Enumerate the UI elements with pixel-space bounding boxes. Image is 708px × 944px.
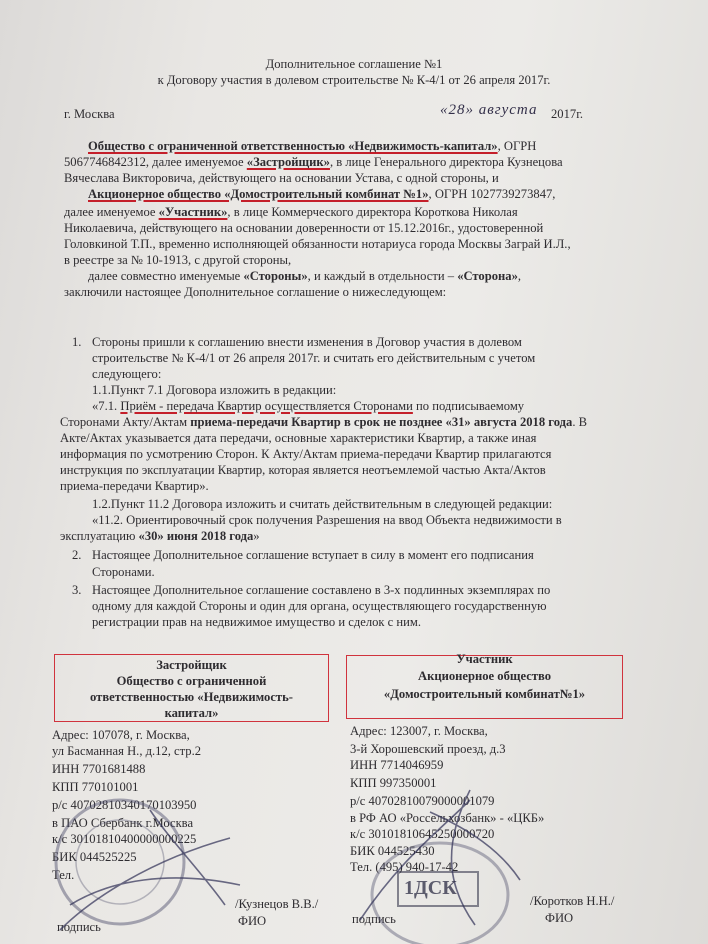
q2-c: . В xyxy=(572,415,588,429)
developer-role-label: Застройщик xyxy=(156,658,227,672)
clause-1-line-2: строительстве № К-4/1 от 26 апреля 2017г. и считать его действительным с учетом xyxy=(92,351,536,365)
participant-inn: ИНН 7714046959 xyxy=(350,758,444,772)
developer-name-line-1: Общество с ограниченной xyxy=(116,674,267,688)
participant-stamp-logo: 1ДСК xyxy=(404,877,457,899)
clause-3-line-1: Настоящее Дополнительное соглашение составлено в 3-х подлинных экземплярах по xyxy=(92,583,551,597)
quote-11-2-line-1: «11.2. Ориентировочный срок получения Разрешения на ввод Объекта недвижимости в xyxy=(92,513,562,527)
clause-3-line-3: регистрации прав на недвижимое имущество и сделок с ним. xyxy=(92,615,422,629)
quote-7-1-line-4: информация по усмотрению Сторон. К Акту/Актам приема-передачи Квартир прилагаются xyxy=(60,447,552,461)
participant-signline: /Коротков Н.Н./ xyxy=(530,894,615,908)
parties-l2-c: , в лице Генерального директора Кузнецова xyxy=(329,155,563,169)
parties-line-7: Головкиной Т.П., временно исполняющей обязанности нотариуса города Москвы Заграй И.Л., xyxy=(64,237,571,251)
participant-name-line-1: Акционерное общество xyxy=(417,669,552,683)
participant-bik: БИК 044525430 xyxy=(350,844,435,858)
q1-c: по подписываемому xyxy=(412,399,525,413)
participant-address-1: Адрес: 123007, г. Москва, xyxy=(350,724,488,738)
developer-corr-account: к/с 30101810400000000225 xyxy=(52,832,197,846)
clause-1-line-3: следующего: xyxy=(92,367,162,381)
q1-a: «7.1. xyxy=(92,399,121,413)
parties-l1-tail: , ОГРН xyxy=(497,139,537,153)
handwritten-date: «28» августа xyxy=(440,102,538,118)
doc-title: Дополнительное соглашение №1 xyxy=(265,57,443,71)
city: г. Москва xyxy=(64,107,115,121)
clause-1-number: 1. xyxy=(72,335,82,349)
developer-phone: Тел. xyxy=(52,868,75,882)
participant-sign-label: подпись xyxy=(352,912,396,926)
developer-account: р/с 40702810340170103950 xyxy=(52,798,197,812)
developer-signline: /Кузнецов В.В./ xyxy=(235,897,319,911)
clause-1-line-1: Стороны пришли к соглашению внести изменения в Договор участия в долевом xyxy=(92,335,522,349)
quote-7-1-line-6: приема-передачи Квартир». xyxy=(60,479,209,493)
developer-sign-label: подпись xyxy=(57,920,101,934)
parties-line-3: Вячеслава Викторовича, действующего на основании Устава, с одной стороны, и xyxy=(64,171,499,185)
participant-address-2: 3-й Хорошевский проезд, д.3 xyxy=(350,742,506,756)
parties-line-6: Николаевича, действующего на основании доверенности от 15.12.2016г., удостоверенной xyxy=(64,221,544,235)
parties-l4-tail: , ОГРН 1027739273847, xyxy=(428,187,556,201)
year: 2017г. xyxy=(551,107,584,121)
permit-deadline: «30» июня 2018 года xyxy=(138,529,254,543)
developer-role: «Застройщик» xyxy=(246,155,330,169)
r2-c: » xyxy=(253,529,260,543)
participant-company-name: Акционерное общество «Домостроительный комбинат №1» xyxy=(88,187,429,201)
parties-l9-c: , и каждый в отдельности – xyxy=(307,269,458,283)
developer-name-line-2: ответственностью «Недвижимость- xyxy=(90,690,293,704)
developer-kpp: КПП 770101001 xyxy=(52,780,139,794)
developer-company-name: Общество с ограниченной ответственностью «Недвижимость-капитал» xyxy=(88,139,498,153)
developer-name-line-3: капитал» xyxy=(164,706,219,720)
doc-subtitle: к Договору участия в долевом строительстве № К-4/1 от 26 апреля 2017г. xyxy=(157,73,551,87)
participant-phone: Тел. (495) 940-17-42 xyxy=(350,860,459,874)
clause-3-number: 3. xyxy=(72,583,82,597)
handover-phrase: Приём - передача Квартир осуществляется Сторонами xyxy=(120,399,413,413)
clause-2-line-2: Сторонами. xyxy=(92,565,155,579)
parties-l5-a: далее именуемое xyxy=(64,205,159,219)
participant-bank: в РФ АО «Россельхозбанк» - «ЦКБ» xyxy=(350,811,545,825)
parties-line-8: в реестре за № 10-1913, с другой стороны, xyxy=(64,253,292,267)
quote-7-1-line-5: инструкция по эксплуатации Квартир, которая является неотъемлемой частью Акта/Актов xyxy=(60,463,546,477)
clause-1-1-heading: 1.1.Пункт 7.1 Договора изложить в редакции: xyxy=(92,383,337,397)
r2-a: эксплуатацию xyxy=(60,529,139,543)
developer-address-1: Адрес: 107078, г. Москва, xyxy=(52,728,190,742)
developer-address-2: ул Басманная Н., д.12, стр.2 xyxy=(52,744,202,758)
developer-inn: ИНН 7701681488 xyxy=(52,762,146,776)
parties-line-10: заключили настоящее Дополнительное соглашение о нижеследующем: xyxy=(64,285,447,299)
participant-name-line-2: «Домостроительный комбинат№1» xyxy=(383,687,586,701)
parties-term: «Стороны» xyxy=(243,269,308,283)
developer-bank: в ПАО Сбербанк г.Москва xyxy=(52,816,194,830)
q2-a: Сторонами Акту/Актам xyxy=(60,415,191,429)
parties-l9-a: далее совместно именуемые xyxy=(88,269,244,283)
parties-l5-c: , в лице Коммерческого директора Короткова Николая xyxy=(227,205,518,219)
quote-7-1-line-3: Акте/Актах указывается дата передачи, основные характеристики Квартир, а также иная xyxy=(60,431,537,445)
participant-role: «Участник» xyxy=(158,205,228,219)
handover-deadline: приема-передачи Квартир в срок не позднее «31» августа 2018 года xyxy=(190,415,573,429)
clause-2-line-1: Настоящее Дополнительное соглашение вступает в силу в момент его подписания xyxy=(92,548,534,562)
participant-account: р/с 40702810079000001079 xyxy=(350,794,495,808)
parties-l9-e: , xyxy=(517,269,522,283)
clause-3-line-2: одному для каждой Стороны и один для органа, осуществляющего государственную xyxy=(92,599,547,613)
developer-bik: БИК 044525225 xyxy=(52,850,137,864)
party-term: «Сторона» xyxy=(457,269,518,283)
clause-2-number: 2. xyxy=(72,548,82,562)
parties-l2-a: 5067746842312, далее именуемое xyxy=(64,155,247,169)
participant-role-label: Участник xyxy=(456,652,513,666)
participant-kpp: КПП 997350001 xyxy=(350,776,437,790)
clause-1-2-heading: 1.2.Пункт 11.2 Договора изложить и считать действительным в следующей редакции: xyxy=(92,497,553,511)
participant-corr-account: к/с 30101810645250000720 xyxy=(350,827,495,841)
developer-fio-label: ФИО xyxy=(238,914,267,928)
participant-fio-label: ФИО xyxy=(545,911,574,925)
